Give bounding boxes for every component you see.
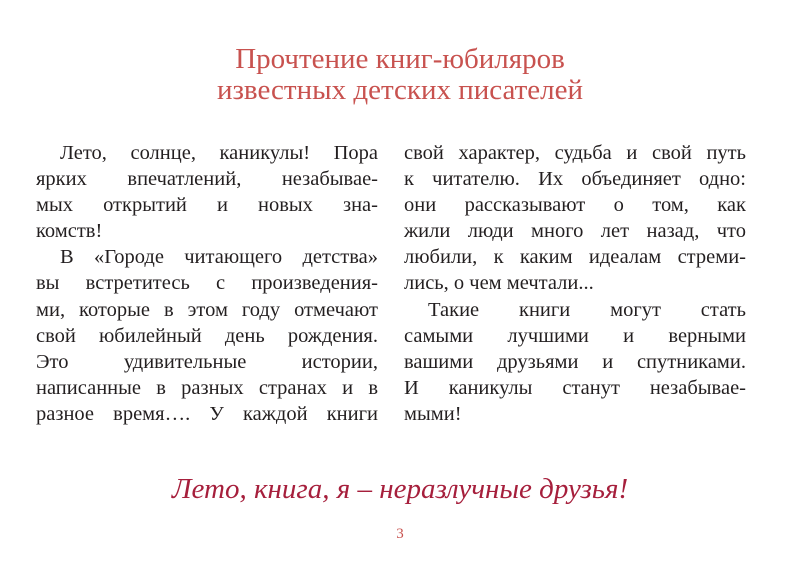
text-line: свой юбилейный день рождения.: [36, 324, 378, 347]
text-line: жили люди много лет назад, что: [404, 220, 746, 243]
paragraph-intro: [36, 140, 378, 244]
text-line: И каникулы станут незабывае-: [404, 376, 746, 399]
text-line: Это удивительные истории,: [36, 350, 378, 373]
text-line: мых открытий и новых зна-: [36, 194, 378, 217]
paragraph-continuation: [404, 140, 746, 297]
text-line: они рассказывают о том, как: [404, 194, 746, 217]
text-line: вашими друзьями и спутниками.: [404, 350, 746, 373]
title-line-2: известных детских писателей: [216, 74, 584, 106]
text-line: В «Городе читающего детства»: [60, 246, 378, 269]
text-line: написанные в разных странах и в: [36, 376, 378, 399]
page-title: [0, 44, 800, 106]
paragraph-friends: [404, 297, 746, 427]
paragraph-city: [36, 244, 378, 427]
page-number: 3: [396, 526, 404, 542]
text-line: Лето, солнце, каникулы! Пора: [60, 142, 378, 164]
text-line: комств!: [36, 220, 103, 243]
text-line: ми, которые в этом году отмечают: [36, 298, 378, 321]
text-line: лись, о чем мечтали...: [404, 272, 594, 295]
text-line: к читателю. Их объединяет одно:: [404, 168, 746, 191]
text-line: самыми лучшими и верными: [404, 324, 746, 347]
text-line: ярких впечатлений, незабывае-: [36, 168, 378, 191]
text-line: разное время…. У каждой книги: [36, 402, 378, 425]
text-line: свой характер, судьба и свой путь: [404, 142, 746, 164]
text-line: вы встретитесь с произведения-: [36, 272, 378, 295]
right-text-column: [404, 140, 746, 427]
text-line: мыми!: [404, 402, 462, 425]
title-line-1: Прочтение книг-юбиляров: [235, 43, 565, 75]
motto-slogan: Лето, книга, я – неразлучные друзья!: [171, 473, 629, 505]
text-line: Такие книги могут стать: [428, 298, 746, 321]
text-line: любили, к каким идеалам стреми-: [404, 246, 746, 269]
left-text-column: [36, 140, 378, 427]
